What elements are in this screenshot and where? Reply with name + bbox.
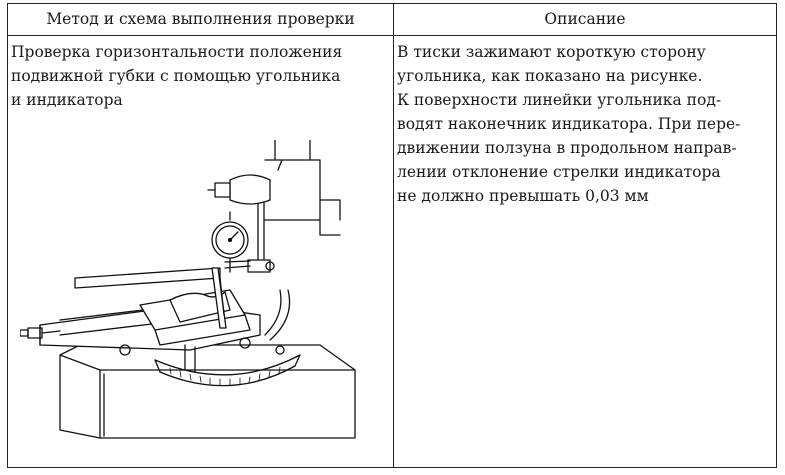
- method-cell: [11, 40, 371, 112]
- header-description: Описание: [544, 10, 626, 28]
- header-divider: [8, 35, 776, 36]
- method-line: Проверка горизонтальности положения: [11, 43, 343, 61]
- description-line: В тиски зажимают короткую сторону: [397, 43, 706, 61]
- description-line: движении ползуна в продольном направ-: [397, 139, 737, 157]
- vise-check-illustration: [20, 140, 370, 445]
- description-line: водят наконечник индикатора. При пере-: [397, 115, 741, 133]
- column-divider: [393, 4, 394, 467]
- method-line: и индикатора: [11, 91, 123, 109]
- description-line: не должно превышать 0,03 мм: [397, 187, 649, 205]
- header-method: Метод и схема выполнения проверки: [46, 10, 355, 28]
- description-line: К поверхности линейки угольника под-: [397, 91, 722, 109]
- machine-table: [60, 345, 355, 438]
- dial-indicator: [212, 212, 248, 272]
- description-line: угольника, как показано на рисунке.: [397, 67, 703, 85]
- description-cell: [397, 40, 763, 208]
- spindle-head: [208, 140, 340, 235]
- description-line: лении отклонение стрелки индикатора: [397, 163, 721, 181]
- method-line: подвижной губки с помощью угольника: [11, 67, 341, 85]
